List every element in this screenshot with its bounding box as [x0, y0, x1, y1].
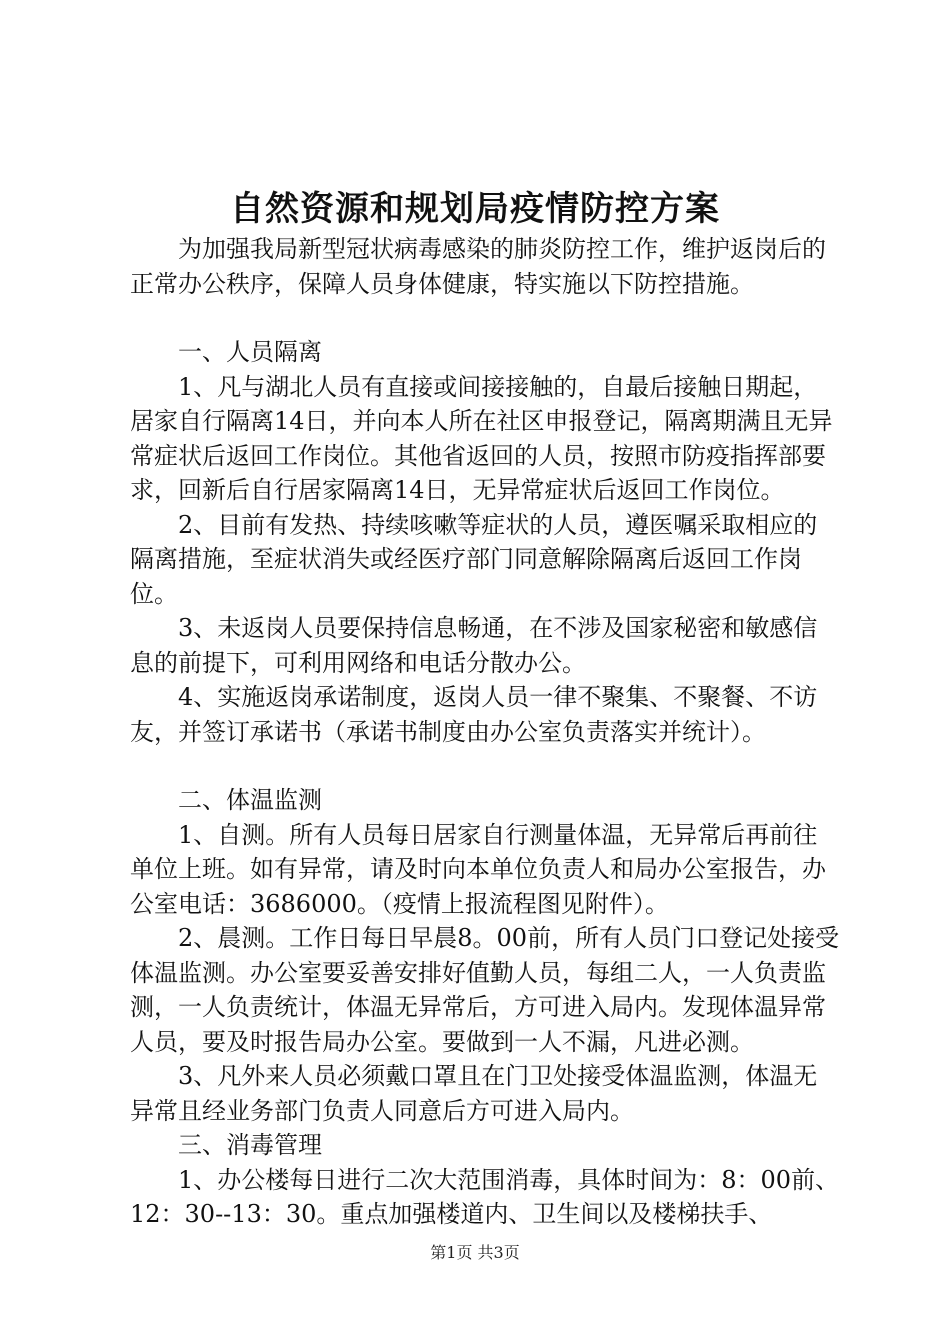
temperature-item-3: 3、凡外来人员必须戴口罩且在门卫处接受体温监测，体温无异常且经业务部门负责人同意后方可进入局内。 [130, 1062, 818, 1125]
disinfection-item-1: 1、办公楼每日进行二次大范围消毒，具体时间为：8：00前、12：30--13：30。重点加强楼道内、卫生间以及楼梯扶手、 [130, 1165, 840, 1228]
section-heading-temperature-monitoring: 二、体温监测 [178, 786, 322, 814]
intro-paragraph: 为加强我局新型冠状病毒感染的肺炎防控工作，维护返岗后的正常办公秩序，保障人员身体健康，特实施以下防控措施。 [130, 235, 826, 298]
document-title: 自然资源和规划局疫情防控方案 [230, 189, 720, 229]
isolation-item-4: 4、实施返岗承诺制度，返岗人员一律不聚集、不聚餐、不访友，并签订承诺书（承诺书制度由办公室负责落实并统计）。 [130, 683, 818, 746]
section-heading-disinfection: 三、消毒管理 [178, 1131, 322, 1159]
page-footer: 第1页 共3页 [430, 1243, 520, 1262]
isolation-item-2: 2、目前有发热、持续咳嗽等症状的人员，遵医嘱采取相应的隔离措施，至症状消失或经医疗部门同意解除隔离后返回工作岗位。 [130, 510, 818, 608]
section-heading-personnel-isolation: 一、人员隔离 [178, 338, 322, 366]
isolation-item-1: 1、凡与湖北人员有直接或间接接触的，自最后接触日期起，居家自行隔离14日，并向本人所在社区申报登记，隔离期满且无异常症状后返回工作岗位。其他省返回的人员，按照市防疫指挥部要求，回新后自行居家隔离14日，无异常症状后返回工作岗位。 [130, 372, 833, 504]
document-body [130, 232, 840, 1232]
temperature-item-1: 1、自测。所有人员每日居家自行测量体温，无异常后再前往单位上班。如有异常，请及时向本单位负责人和局办公室报告，办公室电话：3686000。（疫情上报流程图见附件）。 [130, 820, 826, 918]
temperature-item-2: 2、晨测。工作日每日早晨8。00前，所有人员门口登记处接受体温监测。办公室要妥善安排好值勤人员，每组二人，一人负责监测，一人负责统计，体温无异常后，方可进入局内。发现体温异常人员，要及时报告局办公室。要做到一人不漏，凡进必测。 [130, 924, 840, 1056]
isolation-item-3: 3、未返岗人员要保持信息畅通，在不涉及国家秘密和敏感信息的前提下，可利用网络和电话分散办公。 [130, 614, 818, 677]
